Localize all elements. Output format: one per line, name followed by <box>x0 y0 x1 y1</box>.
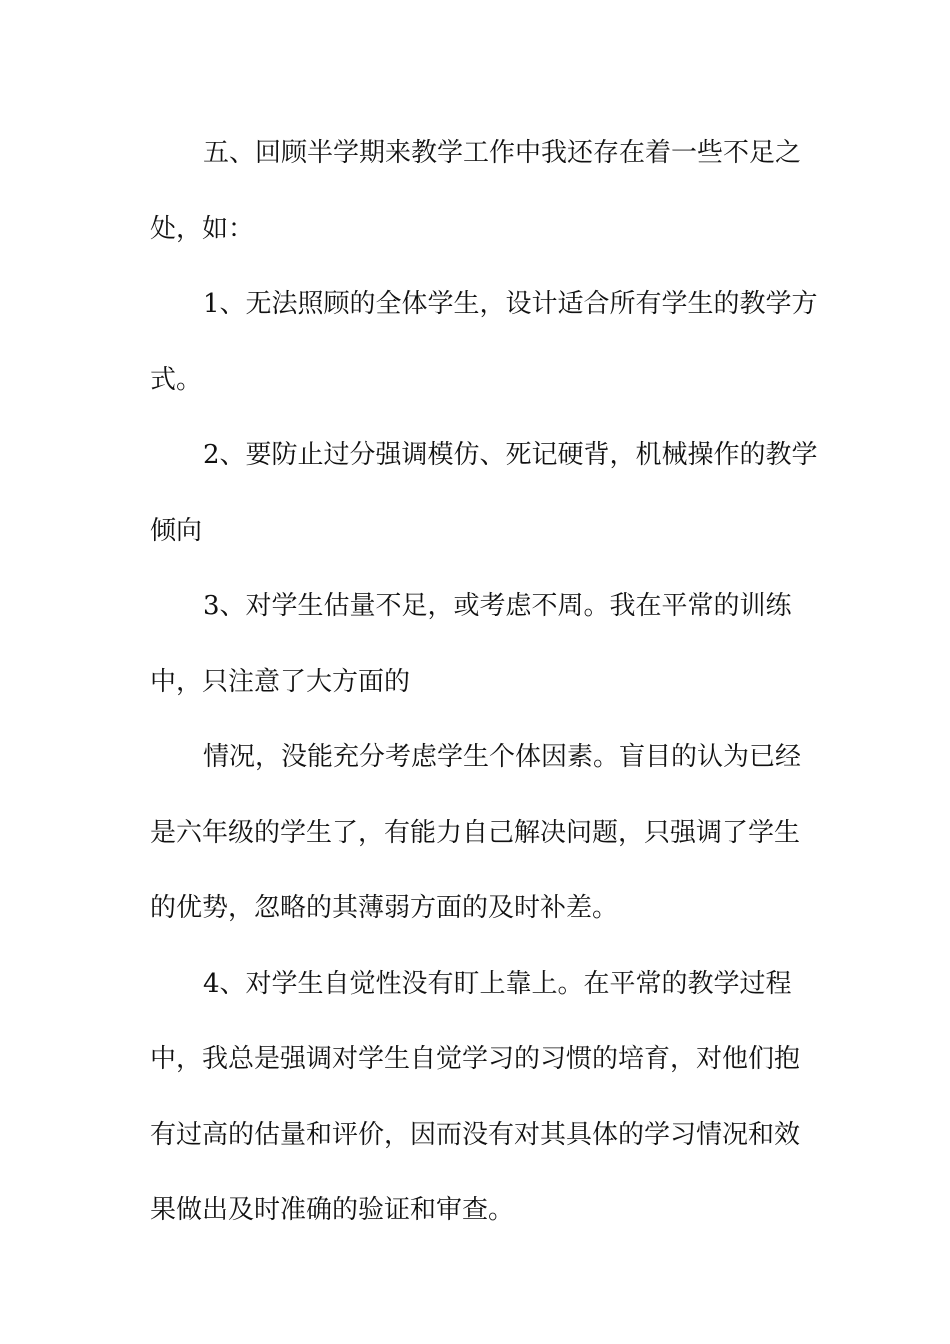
text-line: 的优势，忽略的其薄弱方面的及时补差。 <box>150 893 619 923</box>
text-line: 处，如： <box>150 214 255 244</box>
text-line: 五、回顾半学期来教学工作中我还存在着一些不足之 <box>203 138 802 168</box>
text-line: 果做出及时准确的验证和审查。 <box>150 1195 515 1225</box>
text-line: 倾向 <box>150 516 203 546</box>
text-line: 有过高的估量和评价，因而没有对其具体的学习情况和效 <box>150 1120 801 1150</box>
text-line: 情况，没能充分考虑学生个体因素。盲目的认为已经 <box>203 742 802 772</box>
text-line: 1、无法照顾的全体学生，设计适合所有学生的教学方 <box>203 289 818 319</box>
text-line: 2、要防止过分强调模仿、死记硬背，机械操作的教学 <box>203 440 818 470</box>
text-line: 中，只注意了大方面的 <box>150 667 411 697</box>
text-line: 3、对学生估量不足，或考虑不周。我在平常的训练 <box>203 591 792 621</box>
text-line: 是六年级的学生了，有能力自己解决问题，只强调了学生 <box>150 818 801 848</box>
text-line: 中，我总是强调对学生自觉学习的习惯的培育，对他们抱 <box>150 1044 801 1074</box>
text-line: 式。 <box>150 365 203 395</box>
text-line: 4、对学生自觉性没有盯上靠上。在平常的教学过程 <box>203 969 792 999</box>
